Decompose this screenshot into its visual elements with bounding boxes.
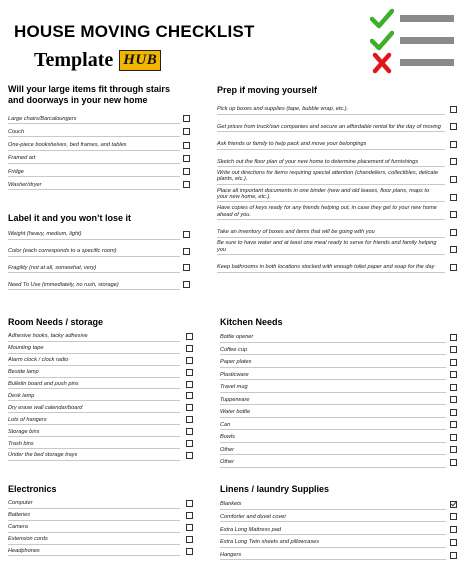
checklist-item-label: Travel mug [220,384,248,391]
checklist-row [220,330,446,343]
checklist-checkbox[interactable] [186,452,193,459]
checklist-item-label: Beside lamp [8,369,39,376]
checklist-row [8,164,180,177]
checklist-checkbox[interactable] [183,181,190,188]
checklist-row [220,418,446,431]
checklist-checkbox[interactable] [450,384,457,391]
checklist-item-label: Ask friends or family to help pack and move your belongings [217,141,367,148]
green-check-icon [370,30,394,52]
section-title-linens: Linens / laundry Supplies [220,484,330,494]
checklist-checkbox[interactable] [450,526,457,533]
checklist-row [220,497,446,510]
checklist-checkbox[interactable] [186,512,193,519]
checklist-row [8,533,180,545]
checklist-row [8,124,180,137]
checklist-row [8,111,180,124]
checklist-row [8,223,180,240]
checklist-row [220,535,446,548]
checklist-item-label: Extra Long Mattress pad [220,526,281,533]
checklist-item-label: Pick up boxes and supplies (tape, bubble wrap, etc.). [217,106,349,113]
checklist-checkbox[interactable] [450,359,457,366]
checklist-checkbox[interactable] [450,421,457,428]
checklist-item-label: Comforter and duvet cover [220,513,287,520]
legend-bar [400,59,454,66]
checklist-checkbox[interactable] [186,440,193,447]
checklist-item-label: Paper plates [220,359,252,366]
legend-row [368,52,460,74]
checklist-item-label: Washer/dryer [8,181,42,188]
checklist-row [217,132,445,150]
checklist-row [220,548,446,561]
checklist-item-label: Tupperware [220,396,250,403]
checklist-item-label: Need To Use (immediately, no rush, storage) [8,281,119,288]
checklist-row [217,185,445,203]
checklist-checkbox[interactable] [450,176,457,183]
checklist-row [8,354,180,366]
checklist-checkbox[interactable] [183,128,190,135]
legend-graphic [368,6,460,72]
checklist-item-label: Bottle opener [220,334,254,341]
checklist-row [8,342,180,354]
checklist-row [220,343,446,356]
checklist-item-label: Lots of hangers [8,416,47,423]
checklist-checkbox[interactable] [186,500,193,507]
logo-badge-text: HUB [123,51,158,68]
checklist-checkbox[interactable] [450,446,457,453]
checklist-checkbox[interactable] [450,539,457,546]
checklist-item-label: Other [220,459,234,466]
checklist-row [8,509,180,521]
checklist-item-label: Headphones [8,548,40,555]
checklist-item-label: Sketch out the floor plan of your new home to determine placement of furnishings [217,158,419,165]
checklist-checkbox[interactable] [186,381,193,388]
checklist-item-label: Hangers [220,552,242,559]
checklist-checkbox[interactable] [450,158,457,165]
checklist-item-label: Framed art [8,155,36,162]
checklist-checkbox[interactable] [450,459,457,466]
checklist-checkbox[interactable] [186,416,193,423]
checklist-checkbox[interactable] [450,229,457,236]
checklist-checkbox[interactable] [450,264,457,271]
checklist-checkbox[interactable] [186,524,193,531]
checklist-row [8,413,180,425]
checklist-row [220,455,446,468]
checklist-row [8,257,180,274]
checklist-checkbox[interactable] [450,409,457,416]
checklist-item-label: Camera [8,524,28,531]
checklist-row [220,368,446,381]
checklist-item-label: Take an inventory of boxes and items that will be going with you [217,229,375,236]
checklist-checkbox[interactable] [186,548,193,555]
page-title: HOUSE MOVING CHECKLIST [14,22,255,41]
checklist-item-label: Bowls [220,434,235,441]
checklist-row [220,355,446,368]
checklist-checkbox[interactable] [450,334,457,341]
checklist-checkbox[interactable] [183,281,190,288]
checklist-checkbox[interactable] [450,346,457,353]
checklist-checkbox[interactable] [183,248,190,255]
checklist-row [8,137,180,150]
checklist-row [217,255,445,273]
section-title-label-it: Label it and you won’t lose it [8,213,132,223]
legend-bar [400,37,454,44]
checklist-checkbox[interactable] [186,536,193,543]
checklist-row [8,151,180,164]
legend-row [368,8,460,30]
checklist-item-label: Extra Long Twin sheets and pillowcases [220,539,320,546]
checklist-item-label: Other [220,446,234,453]
checklist-item-label: Couch [8,128,25,135]
checklist-item-label: Mounting tape [8,345,44,352]
logo-text: Template [34,49,114,71]
checklist-checkbox[interactable] [450,434,457,441]
checklist-checkbox[interactable] [450,371,457,378]
checklist-row [8,366,180,378]
checklist-row [220,522,446,535]
checklist-checkbox[interactable] [186,357,193,364]
section-title-room-needs: Room Needs / storage [8,317,104,327]
checklist-row [8,330,180,342]
checklist-row [8,425,180,437]
checklist-checkbox[interactable] [186,404,193,411]
checklist-row [8,521,180,533]
checklist-row [220,380,446,393]
checklist-row [8,273,180,290]
checklist-item-label: Color (each corresponds to a specific room) [8,248,117,255]
checklist-checkbox[interactable] [450,501,457,508]
checklist-item-label: Weight (heavy, medium, light) [8,231,82,238]
checklist-row [217,220,445,238]
checklist-row [217,167,445,185]
checklist-row [8,240,180,257]
checklist-checkbox[interactable] [186,428,193,435]
checklist-item-label: Place all important documents in one binder (new and old leases, floor plans, maps to your new home, etc.). [217,187,430,201]
checklist-checkbox[interactable] [186,345,193,352]
legend-bar [400,15,454,22]
checklist-row [8,401,180,413]
checklist-item-label: Desk lamp [8,392,35,399]
checklist-checkbox[interactable] [450,141,457,148]
red-cross-icon [370,52,394,74]
checklist-item-label: Can [220,421,231,428]
section-title-kitchen: Kitchen Needs [220,317,283,327]
checklist-checkbox[interactable] [450,513,457,520]
checklist-item-label: Large chairs/Barcaloungers [8,115,77,122]
checklist-checkbox[interactable] [450,246,457,253]
green-check-icon [370,8,394,30]
checklist-row [217,115,445,133]
checklist-item-label: Alarm clock / clock radio [8,357,69,364]
checklist-item-label: Fragility (not at all, somewhat, very) [8,264,97,271]
checklist-row [217,203,445,221]
checklist-checkbox[interactable] [186,333,193,340]
checklist-checkbox[interactable] [186,392,193,399]
checklist-checkbox[interactable] [183,142,190,149]
checklist-row [220,443,446,456]
checklist-row [217,102,445,115]
checklist-row [8,449,180,461]
checklist-checkbox[interactable] [450,194,457,201]
checklist-checkbox[interactable] [183,168,190,175]
checklist-row [8,177,180,190]
checklist-item-label: Storage bins [8,428,40,435]
checklist-row [8,378,180,390]
logo-badge [119,50,161,71]
checklist-item-label: Batteries [8,512,31,519]
checklist-row [220,430,446,443]
logo [34,48,161,72]
checklist-row [8,545,180,557]
checklist-row [220,510,446,523]
checklist-item-label: Coffee cup [220,346,248,353]
checklist-checkbox[interactable] [450,552,457,559]
checklist-row [8,437,180,449]
checklist-item-label: Have copies of keys ready for any friends helping out, in case they get to your new home ahead of you. [217,205,437,218]
checklist-item-label: Blankets [220,501,242,508]
checklist-item-label: Dry erase wall calendar/board [8,404,83,411]
checklist-item-label: Computer [8,500,33,507]
checklist-row [217,150,445,168]
section-title-large-items: Will your large items fit through stairs and doorways in your new home [8,84,170,105]
checklist-item-label: Keep bathrooms in both locations stocked with enough toilet paper and soap for the day [217,264,435,271]
checklist-item-label: Plasticware [220,371,249,378]
checklist-item-label: One-piece bookshelves, bed frames, and tables [8,142,127,149]
checklist-checkbox[interactable] [450,106,457,113]
checklist-checkbox[interactable] [186,369,193,376]
checklist-item-label: Extension cords [8,536,48,543]
legend-row [368,30,460,52]
checklist-item-label: Bulletin board and push pins [8,381,79,388]
checklist-row [8,390,180,402]
checklist-item-label: Be sure to have water and at least one meal ready to serve for friends and family helping you [217,240,437,253]
section-title-prep: Prep if moving yourself [217,85,318,95]
checklist-item-label: Trash bins [8,440,34,447]
section-title-electronics: Electronics [8,484,57,494]
checklist-checkbox[interactable] [450,211,457,218]
checklist-checkbox[interactable] [183,264,190,271]
checklist-checkbox[interactable] [183,155,190,162]
checklist-item-label: Adhesive hooks, tacky adhesive [8,333,88,340]
checklist-checkbox[interactable] [450,123,457,130]
checklist-checkbox[interactable] [183,115,190,122]
checklist-row [220,393,446,406]
checklist-item-label: Get prices from truck/van companies and secure an affordable rental for the day of moving [217,123,441,130]
checklist-item-label: Write out directions for items requiring special attention (chandeliers, collectibles, delicate plants, etc.). [217,170,439,183]
checklist-item-label: Water bottle [220,409,251,416]
checklist-checkbox[interactable] [183,231,190,238]
checklist-row [8,497,180,509]
checklist-row [217,238,445,256]
checklist-row [220,405,446,418]
checklist-item-label: Under the bed storage trays [8,452,78,459]
checklist-checkbox[interactable] [450,396,457,403]
checklist-item-label: Fridge [8,168,24,175]
